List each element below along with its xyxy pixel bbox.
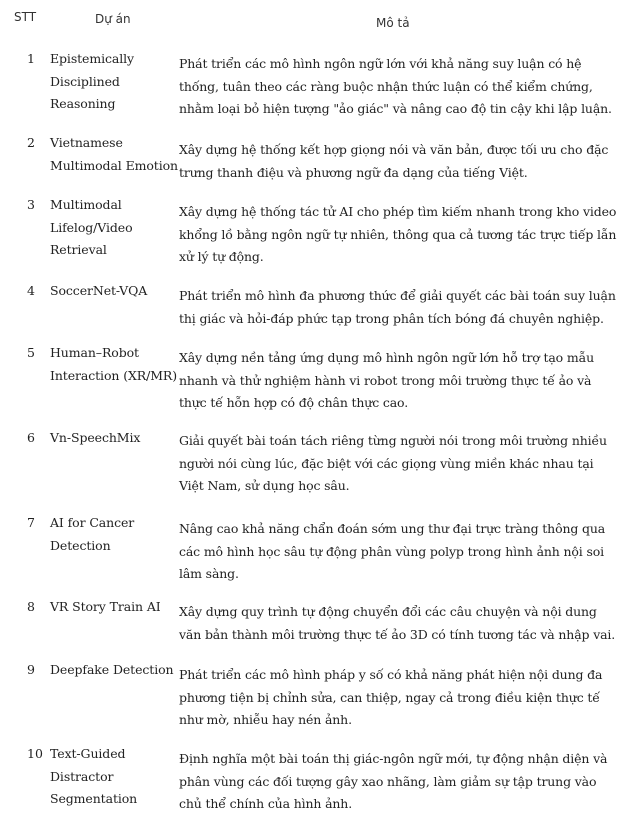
row-stt: 2 (27, 135, 35, 150)
row-stt: 7 (27, 515, 35, 530)
row-description: Giải quyết bài toán tách riêng từng người nói trong môi trường nhiều người nói cùng lúc, đặc biệt với các giọng vùng miền khác nhau tại Việt Nam, sử dụng học sâu. (179, 433, 607, 493)
row-stt: 10 (27, 746, 43, 761)
row-project: Deepfake Detection (50, 662, 174, 677)
row-description: Nâng cao khả năng chẩn đoán sớm ung thư đại trực tràng thông qua các mô hình học sâu tự động phân vùng polyp trong hình ảnh nội soi lâm sàng. (179, 521, 606, 581)
row-project: Vietnamese Multimodal Emotion (50, 135, 178, 173)
row-project: Epistemically Disciplined Reasoning (50, 51, 135, 111)
row-project: Human–Robot Interaction (XR/MR) (50, 345, 177, 383)
row-stt: 5 (27, 345, 35, 360)
row-stt: 6 (27, 430, 35, 445)
row-description: Xây dựng hệ thống kết hợp giọng nói và văn bản, được tối ưu cho đặc trưng thanh điệu và phương ngữ đa dạng của tiếng Việt. (179, 142, 609, 180)
row-project: AI for Cancer Detection (50, 515, 135, 553)
row-description: Xây dựng quy trình tự động chuyển đổi các câu chuyện và nội dung văn bản thành môi trường thực tế ảo 3D có tính tương tác và nhập vai. (179, 604, 616, 642)
row-stt: 3 (27, 197, 35, 212)
row-description: Xây dựng nền tảng ứng dụng mô hình ngôn ngữ lớn hỗ trợ tạo mẫu nhanh và thử nghiệm hành vi robot trong môi trường thực tế ảo và thực tế hỗn hợp có độ chân thực cao. (179, 350, 594, 410)
row-project: Text-Guided Distractor Segmentation (50, 746, 138, 806)
header-stt: STT (14, 10, 37, 24)
row-stt: 1 (27, 51, 35, 66)
row-project: SoccerNet-VQA (50, 283, 148, 298)
row-project: VR Story Train AI (50, 599, 161, 614)
row-stt: 8 (27, 599, 35, 614)
row-stt: 4 (27, 283, 35, 298)
header-description: Mô tả (376, 16, 410, 30)
header-project: Dự án (95, 12, 131, 26)
table-header (0, 0, 639, 44)
row-description: Xây dựng hệ thống tác tử AI cho phép tìm kiếm nhanh trong kho video khổng lồ bằng ngôn ngữ tự nhiên, thông qua cả tương tác trực tiếp lẫn xử lý tự động. (179, 204, 617, 264)
row-stt: 9 (27, 662, 35, 677)
row-description: Định nghĩa một bài toán thị giác-ngôn ngữ mới, tự động nhận diện và phân vùng các đối tượng gây xao nhãng, làm giảm sự tập trung vào chủ thể chính của hình ảnh. (179, 751, 608, 811)
row-project: Multimodal Lifelog/Video Retrieval (50, 197, 133, 257)
row-project: Vn-SpeechMix (50, 430, 141, 445)
row-description: Phát triển mô hình đa phương thức để giải quyết các bài toán suy luận thị giác và hỏi-đáp phức tạp trong phân tích bóng đá chuyên nghiệp. (179, 288, 616, 326)
row-description: Phát triển các mô hình ngôn ngữ lớn với khả năng suy luận có hệ thống, tuân theo các ràng buộc nhận thức luận có thể kiểm chứng, nhằm loại bỏ hiện tượng "ảo giác" và nâng cao độ tin cậy khi lập luận. (179, 56, 612, 116)
row-description: Phát triển các mô hình pháp y số có khả năng phát hiện nội dung đa phương tiện bị chỉnh sửa, can thiệp, ngay cả trong điều kiện thực tế như mờ, nhiễu hay nén ảnh. (179, 667, 603, 727)
